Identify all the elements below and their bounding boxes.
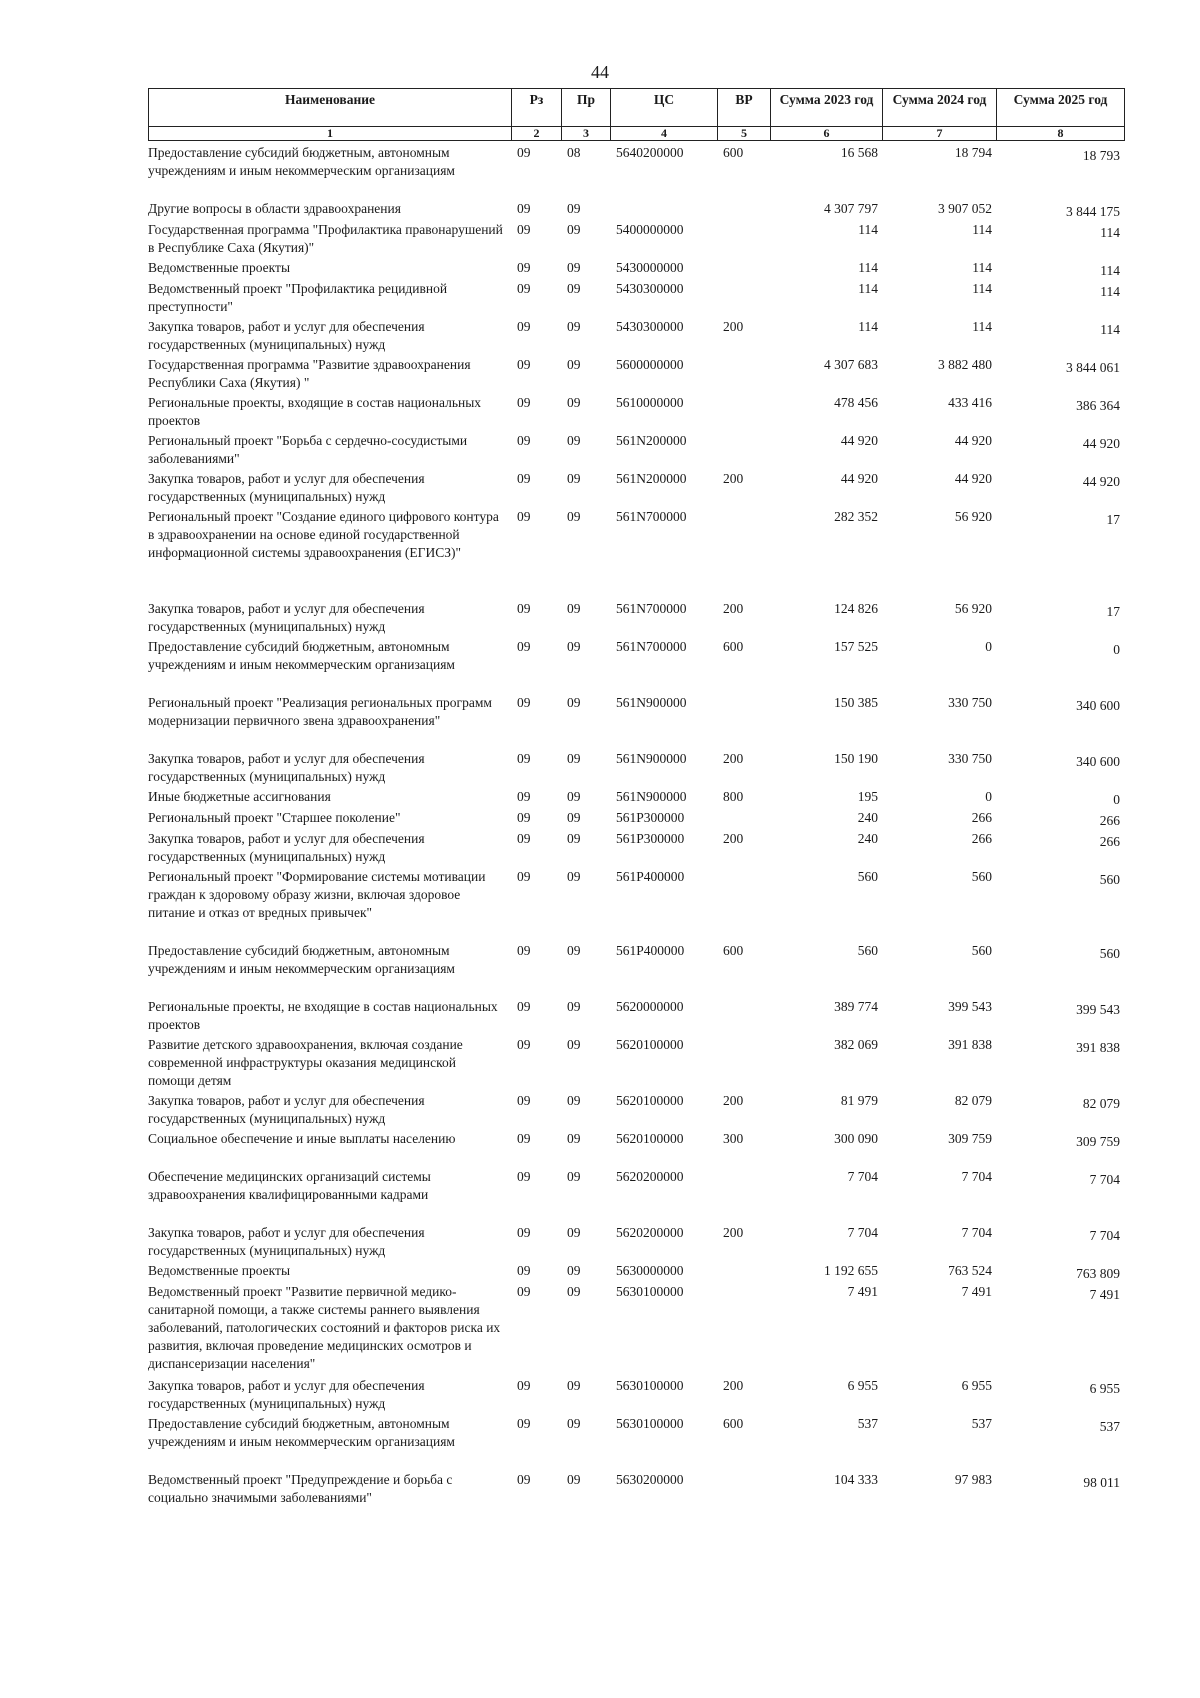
- table-cell-cs: 5610000000: [616, 395, 684, 410]
- table-cell-sum-2025: 7 491: [1089, 1287, 1120, 1302]
- table-cell-vr: [717, 200, 770, 221]
- table-cell-cs: 5640200000: [616, 145, 684, 160]
- table-cell-rz: 09: [517, 433, 531, 448]
- table-cell-sum-2024: 560: [971, 943, 992, 958]
- table-cell-sum-2024: 391 838: [948, 1037, 992, 1052]
- table-row: [148, 508, 1124, 600]
- table-row: [148, 394, 1124, 432]
- table-cell-sum-2025: 7 704: [1089, 1172, 1120, 1187]
- table-cell-sum-2024: 266: [971, 831, 992, 846]
- table-cell-name: Государственная программа "Развитие здравоохранения Республики Саха (Якутия) ": [148, 357, 471, 390]
- table-cell-cs: 561N700000: [616, 509, 687, 524]
- table-cell-rz: 09: [517, 1378, 531, 1393]
- table-cell-sum-2023: 537: [857, 1416, 878, 1431]
- table-cell-sum-2024: 433 416: [948, 395, 992, 410]
- table-cell-rz: 09: [517, 145, 531, 160]
- table-cell-sum-2023: 4 307 797: [824, 201, 878, 216]
- table-cell-sum-2025: 3 844 061: [1066, 360, 1120, 375]
- table-row: [148, 788, 1124, 809]
- table-cell-pr: 09: [567, 1472, 581, 1487]
- table-cell-name: Региональные проекты, не входящие в состав национальных проектов: [148, 999, 498, 1032]
- table-cell-rz: 09: [517, 1037, 531, 1052]
- table-cell-sum-2025: 6 955: [1089, 1381, 1120, 1396]
- table-cell-pr: 09: [567, 789, 581, 804]
- table-row: [148, 1471, 1124, 1511]
- table-cell-pr: 09: [567, 831, 581, 846]
- table-cell-sum-2025: 114: [1100, 225, 1120, 240]
- table-cell-sum-2024: 114: [972, 222, 992, 237]
- table-cell-cs: 5620100000: [616, 1093, 684, 1108]
- table-row: [148, 1168, 1124, 1224]
- table-cell-sum-2023: 150 190: [834, 751, 878, 766]
- table-cell-cs: 5630100000: [616, 1284, 684, 1299]
- table-cell-sum-2023: 195: [857, 789, 878, 804]
- table-cell-cs: 5620200000: [616, 1225, 684, 1240]
- table-cell-pr: 09: [567, 222, 581, 237]
- table-row: [148, 144, 1124, 200]
- table-header: [148, 88, 1125, 141]
- table-cell-rz: 09: [517, 943, 531, 958]
- table-row: [148, 259, 1124, 280]
- table-row: [148, 1036, 1124, 1092]
- table-cell-cs: 561P400000: [616, 943, 685, 958]
- table-cell-rz: 09: [517, 395, 531, 410]
- table-cell-sum-2024: 763 524: [948, 1263, 992, 1278]
- table-cell-vr: 200: [723, 751, 744, 766]
- table-cell-vr: 200: [723, 1378, 744, 1393]
- page-number: 44: [591, 62, 609, 82]
- table-row: [148, 1283, 1124, 1377]
- table-cell-sum-2025: 763 809: [1076, 1266, 1120, 1281]
- table-row: [148, 830, 1124, 868]
- table-cell-sum-2024: 114: [972, 260, 992, 275]
- table-cell-name: Предоставление субсидий бюджетным, автономным учреждениям и иным некоммерческим организациям: [148, 145, 455, 178]
- table-cell-pr: 09: [567, 1378, 581, 1393]
- table-cell-cs: 561N200000: [616, 433, 687, 448]
- table-cell-rz: 09: [517, 601, 531, 616]
- table-cell-sum-2025: 82 079: [1082, 1096, 1120, 1111]
- table-cell-name: Ведомственный проект "Предупреждение и борьба с социально значимыми заболеваниями": [148, 1472, 453, 1505]
- table-row: [148, 432, 1124, 470]
- table-cell-pr: 09: [567, 433, 581, 448]
- table-cell-cs: 561P400000: [616, 869, 685, 884]
- table-cell-sum-2023: 382 069: [834, 1037, 878, 1052]
- table-cell-sum-2023: 300 090: [834, 1131, 878, 1146]
- table-cell-pr: 09: [567, 1037, 581, 1052]
- table-cell-sum-2025: 3 844 175: [1066, 204, 1120, 219]
- table-cell-pr: 09: [567, 395, 581, 410]
- table-row: [148, 750, 1124, 788]
- column-number: 2: [512, 127, 562, 141]
- table-cell-name: Закупка товаров, работ и услуг для обеспечения государственных (муниципальных) нужд: [148, 471, 425, 504]
- table-cell-pr: 09: [567, 601, 581, 616]
- table-cell-cs: 561P300000: [616, 810, 685, 825]
- table-cell-vr: 200: [723, 1225, 744, 1240]
- table-cell-pr: 09: [567, 869, 581, 884]
- table-cell-sum-2024: 3 907 052: [938, 201, 992, 216]
- table-row: [148, 942, 1124, 998]
- column-header-pr: Пр: [562, 89, 611, 127]
- table-cell-cs: 561N900000: [616, 789, 687, 804]
- column-header-sum-2024: Сумма 2024 год: [883, 89, 997, 127]
- table-cell-sum-2023: 16 568: [840, 145, 878, 160]
- table-cell-pr: 09: [567, 1169, 581, 1184]
- table-cell-pr: 09: [567, 810, 581, 825]
- table-cell-sum-2024: 114: [972, 281, 992, 296]
- table-cell-cs: 561P300000: [616, 831, 685, 846]
- table-cell-sum-2025: 7 704: [1089, 1228, 1120, 1243]
- table-cell-sum-2024: 330 750: [948, 695, 992, 710]
- table-cell-pr: 09: [567, 471, 581, 486]
- column-header-name: Наименование: [149, 89, 512, 127]
- table-row: [148, 1130, 1124, 1168]
- table-cell-vr: 200: [723, 601, 744, 616]
- table-cell-sum-2024: 537: [971, 1416, 992, 1431]
- table-cell-name: Региональный проект "Старшее поколение": [148, 810, 401, 825]
- table-cell-cs: 5630100000: [616, 1416, 684, 1431]
- table-cell-vr: [717, 259, 770, 280]
- column-header-vr: ВР: [718, 89, 771, 127]
- table-cell-pr: 09: [567, 1093, 581, 1108]
- table-cell-vr: [717, 394, 770, 432]
- table-cell-sum-2023: 560: [857, 869, 878, 884]
- table-cell-name: Другие вопросы в области здравоохранения: [148, 201, 401, 216]
- table-cell-rz: 09: [517, 639, 531, 654]
- table-cell-vr: [717, 1471, 770, 1511]
- table-cell-vr: [717, 868, 770, 942]
- table-cell-pr: 09: [567, 943, 581, 958]
- table-cell-pr: 09: [567, 1131, 581, 1146]
- table-cell-name: Региональный проект "Реализация региональных программ модернизации первичного звена здравоохранения": [148, 695, 492, 728]
- table-cell-pr: 09: [567, 1416, 581, 1431]
- table-cell-cs: 5430000000: [616, 260, 684, 275]
- table-row: [148, 1415, 1124, 1471]
- table-cell-pr: 09: [567, 1284, 581, 1299]
- table-cell-cs: 561N700000: [616, 639, 687, 654]
- table-cell-sum-2023: 150 385: [834, 695, 878, 710]
- table-cell-sum-2023: 81 979: [840, 1093, 878, 1108]
- table-row: [148, 998, 1124, 1036]
- table-row: [148, 1377, 1124, 1415]
- table-cell-name: Закупка товаров, работ и услуг для обеспечения государственных (муниципальных) нужд: [148, 831, 425, 864]
- table-cell-sum-2024: 18 794: [954, 145, 992, 160]
- table-cell-sum-2023: 560: [857, 943, 878, 958]
- table-cell-sum-2023: 157 525: [834, 639, 878, 654]
- table-cell-pr: 08: [567, 145, 581, 160]
- table-cell-sum-2025: 309 759: [1076, 1134, 1120, 1149]
- table-cell-vr: 200: [723, 471, 744, 486]
- table-cell-sum-2025: 0: [1113, 642, 1120, 657]
- table-row: [148, 200, 1124, 221]
- table-cell-sum-2024: 97 983: [954, 1472, 992, 1487]
- table-cell-vr: [717, 356, 770, 394]
- table-cell-name: Социальное обеспечение и иные выплаты населению: [148, 1131, 456, 1146]
- table-cell-vr: 600: [723, 639, 744, 654]
- column-header-cs: ЦС: [611, 89, 718, 127]
- table-row: [148, 809, 1124, 830]
- table-cell-name: Ведомственные проекты: [148, 260, 291, 275]
- table-cell-name: Развитие детского здравоохранения, включая создание современной инфраструктуры оказания медицинской помощи детям: [148, 1037, 463, 1088]
- column-number: 4: [611, 127, 718, 141]
- table-row: [148, 1092, 1124, 1130]
- table-cell-rz: 09: [517, 281, 531, 296]
- table-cell-pr: 09: [567, 751, 581, 766]
- table-row: [148, 1224, 1124, 1262]
- table-cell-cs: 561N700000: [616, 601, 687, 616]
- table-cell-vr: 200: [723, 319, 744, 334]
- column-header-rz: Рз: [512, 89, 562, 127]
- table-cell-cs: 5620000000: [616, 999, 684, 1014]
- table-cell-sum-2024: 0: [985, 639, 992, 654]
- table-cell-sum-2024: 309 759: [948, 1131, 992, 1146]
- table-cell-name: Ведомственные проекты: [148, 1263, 291, 1278]
- table-row: [148, 1262, 1124, 1283]
- table-cell-rz: 09: [517, 695, 531, 710]
- table-cell-name: Региональный проект "Создание единого цифрового контура в здравоохранении на основе единой государственной информационной системы здравоохранения (ЕГИСЗ)": [148, 509, 499, 560]
- table-cell-vr: 600: [723, 1416, 744, 1431]
- table-cell-rz: 09: [517, 222, 531, 237]
- table-cell-rz: 09: [517, 319, 531, 334]
- table-cell-name: Предоставление субсидий бюджетным, автономным учреждениям и иным некоммерческим организациям: [148, 943, 455, 976]
- table-cell-sum-2025: 0: [1113, 792, 1120, 807]
- table-cell-cs: 5620100000: [616, 1131, 684, 1146]
- table-cell-name: Закупка товаров, работ и услуг для обеспечения государственных (муниципальных) нужд: [148, 601, 425, 634]
- table-row: [148, 694, 1124, 750]
- table-cell-vr: 600: [723, 943, 744, 958]
- table-cell-vr: 600: [723, 145, 744, 160]
- table-cell-vr: [717, 432, 770, 470]
- table-cell-name: Ведомственный проект "Профилактика рецидивной преступности": [148, 281, 448, 314]
- table-cell-cs: 561N900000: [616, 695, 687, 710]
- table-cell-sum-2025: 17: [1106, 512, 1120, 527]
- table-cell-sum-2023: 7 704: [847, 1169, 878, 1184]
- table-cell-rz: 09: [517, 831, 531, 846]
- table-cell-pr: 09: [567, 1225, 581, 1240]
- table-cell-rz: 09: [517, 869, 531, 884]
- table-cell-sum-2024: 7 704: [961, 1169, 992, 1184]
- table-cell-name: Обеспечение медицинских организаций системы здравоохранения квалифицированными кадрами: [148, 1169, 431, 1202]
- table-row: [148, 280, 1124, 318]
- table-cell-vr: [717, 1262, 770, 1283]
- table-cell-name: Предоставление субсидий бюджетным, автономным учреждениям и иным некоммерческим организациям: [148, 1416, 455, 1449]
- table-cell-sum-2023: 114: [858, 319, 878, 334]
- table-cell-sum-2024: 56 920: [954, 509, 992, 524]
- table-cell-sum-2024: 114: [972, 319, 992, 334]
- table-cell-cs: 5630100000: [616, 1378, 684, 1393]
- table-cell-vr: 200: [723, 1093, 744, 1108]
- table-cell-pr: 09: [567, 319, 581, 334]
- table-cell-sum-2023: 114: [858, 260, 878, 275]
- table-cell-pr: 09: [567, 1263, 581, 1278]
- table-cell-name: Закупка товаров, работ и услуг для обеспечения государственных (муниципальных) нужд: [148, 319, 425, 352]
- table-cell-cs: 5630200000: [616, 1472, 684, 1487]
- table-cell-sum-2025: 399 543: [1076, 1002, 1120, 1017]
- table-cell-sum-2024: 3 882 480: [938, 357, 992, 372]
- table-row: [148, 600, 1124, 638]
- table-cell-vr: [717, 280, 770, 318]
- table-cell-sum-2025: 560: [1099, 946, 1120, 961]
- table-cell-rz: 09: [517, 471, 531, 486]
- table-cell-sum-2024: 7 491: [961, 1284, 992, 1299]
- table-cell-vr: [717, 809, 770, 830]
- table-cell-sum-2025: 17: [1106, 604, 1120, 619]
- table-cell-name: Закупка товаров, работ и услуг для обеспечения государственных (муниципальных) нужд: [148, 1225, 425, 1258]
- table-cell-sum-2025: 560: [1099, 872, 1120, 887]
- table-cell-pr: 09: [567, 999, 581, 1014]
- table-cell-sum-2023: 114: [858, 222, 878, 237]
- table-cell-sum-2025: 266: [1099, 834, 1120, 849]
- table-cell-sum-2025: 44 920: [1082, 436, 1120, 451]
- table-row: [148, 356, 1124, 394]
- table-cell-pr: 09: [567, 201, 581, 216]
- table-cell-sum-2023: 6 955: [847, 1378, 878, 1393]
- table-cell-sum-2023: 4 307 683: [824, 357, 878, 372]
- table-cell-sum-2023: 240: [857, 831, 878, 846]
- table-cell-sum-2025: 386 364: [1076, 398, 1120, 413]
- table-cell-rz: 09: [517, 1472, 531, 1487]
- table-cell-rz: 09: [517, 1225, 531, 1240]
- column-number: 7: [883, 127, 997, 141]
- table-cell-sum-2024: 330 750: [948, 751, 992, 766]
- table-cell-pr: 09: [567, 357, 581, 372]
- table-cell-cs: 5630000000: [616, 1263, 684, 1278]
- table-cell-name: Региональный проект "Борьба с сердечно-сосудистыми заболеваниями": [148, 433, 468, 466]
- table-cell-rz: 09: [517, 999, 531, 1014]
- table-cell-sum-2024: 6 955: [961, 1378, 992, 1393]
- table-cell-sum-2025: 114: [1100, 322, 1120, 337]
- column-number: 5: [718, 127, 771, 141]
- table-cell-rz: 09: [517, 789, 531, 804]
- table-cell-vr: [717, 508, 770, 600]
- table-cell-sum-2025: 98 011: [1083, 1475, 1120, 1490]
- table-cell-sum-2025: 114: [1100, 263, 1120, 278]
- table-cell-sum-2023: 478 456: [834, 395, 878, 410]
- table-row: [148, 470, 1124, 508]
- table-cell-sum-2023: 124 826: [834, 601, 878, 616]
- table-cell-sum-2023: 7 704: [847, 1225, 878, 1240]
- table-cell-sum-2023: 44 920: [840, 471, 878, 486]
- table-cell-cs: 5620200000: [616, 1169, 684, 1184]
- table-cell-cs: 5400000000: [616, 222, 684, 237]
- table-cell-sum-2023: 389 774: [834, 999, 878, 1014]
- table-cell-vr: [717, 694, 770, 750]
- column-number: 3: [562, 127, 611, 141]
- column-header-sum-2023: Сумма 2023 год: [771, 89, 883, 127]
- table-cell-rz: 09: [517, 810, 531, 825]
- table-cell-sum-2025: 340 600: [1076, 698, 1120, 713]
- table-cell-vr: [717, 1036, 770, 1092]
- table-cell-sum-2025: 266: [1099, 813, 1120, 828]
- table-cell-pr: 09: [567, 695, 581, 710]
- table-cell-name: Государственная программа "Профилактика правонарушений в Республике Саха (Якутия)": [148, 222, 503, 255]
- table-row: [148, 221, 1124, 259]
- table-cell-name: Региональные проекты, входящие в состав национальных проектов: [148, 395, 482, 428]
- table-cell-rz: 09: [517, 1284, 531, 1299]
- table-cell-sum-2025: 340 600: [1076, 754, 1120, 769]
- table-cell-vr: [717, 998, 770, 1036]
- table-cell-sum-2023: 240: [857, 810, 878, 825]
- table-cell-sum-2023: 1 192 655: [824, 1263, 878, 1278]
- table-cell-pr: 09: [567, 260, 581, 275]
- table-cell-rz: 09: [517, 751, 531, 766]
- table-cell-name: Закупка товаров, работ и услуг для обеспечения государственных (муниципальных) нужд: [148, 1093, 425, 1126]
- table-cell-sum-2024: 82 079: [954, 1093, 992, 1108]
- table-cell-vr: [717, 1168, 770, 1224]
- table-cell-sum-2024: 0: [985, 789, 992, 804]
- table-row: [148, 868, 1124, 942]
- table-cell-sum-2023: 44 920: [840, 433, 878, 448]
- table-cell-rz: 09: [517, 509, 531, 524]
- table-cell-sum-2023: 7 491: [847, 1284, 878, 1299]
- table-cell-sum-2024: 56 920: [954, 601, 992, 616]
- table-cell-rz: 09: [517, 357, 531, 372]
- table-cell-vr: [717, 1283, 770, 1377]
- table-cell-sum-2024: 266: [971, 810, 992, 825]
- table-cell-name: Предоставление субсидий бюджетным, автономным учреждениям и иным некоммерческим организациям: [148, 639, 455, 672]
- table-cell-sum-2024: 44 920: [954, 433, 992, 448]
- table-cell-sum-2024: 7 704: [961, 1225, 992, 1240]
- table-cell-rz: 09: [517, 1263, 531, 1278]
- table-cell-name: Региональный проект "Формирование системы мотивации граждан к здоровому образу жизни, включая здоровое питание и отказ от вредных привычек": [148, 869, 486, 920]
- table-cell-rz: 09: [517, 260, 531, 275]
- table-cell-sum-2024: 399 543: [948, 999, 992, 1014]
- table-cell-sum-2025: 44 920: [1082, 474, 1120, 489]
- table-row: [148, 318, 1124, 356]
- column-number: 6: [771, 127, 883, 141]
- table-cell-vr: 200: [723, 831, 744, 846]
- budget-table: [148, 144, 1124, 1511]
- table-cell-rz: 09: [517, 1131, 531, 1146]
- table-body: [148, 144, 1124, 1511]
- table-cell-vr: 800: [723, 789, 744, 804]
- table-cell-rz: 09: [517, 1416, 531, 1431]
- table-cell-sum-2023: 282 352: [834, 509, 878, 524]
- table-cell-cs: [610, 200, 717, 221]
- table-cell-cs: 5600000000: [616, 357, 684, 372]
- table-cell-rz: 09: [517, 1169, 531, 1184]
- column-number: 1: [149, 127, 512, 141]
- table-cell-sum-2025: 391 838: [1076, 1040, 1120, 1055]
- table-cell-cs: 561N900000: [616, 751, 687, 766]
- table-cell-vr: 300: [723, 1131, 744, 1146]
- table-cell-cs: 5430300000: [616, 281, 684, 296]
- table-cell-rz: 09: [517, 201, 531, 216]
- table-cell-pr: 09: [567, 281, 581, 296]
- table-cell-sum-2023: 104 333: [834, 1472, 878, 1487]
- table-cell-pr: 09: [567, 509, 581, 524]
- table-row: [148, 638, 1124, 694]
- table-cell-name: Закупка товаров, работ и услуг для обеспечения государственных (муниципальных) нужд: [148, 1378, 425, 1411]
- table-cell-sum-2024: 44 920: [954, 471, 992, 486]
- table-cell-cs: 561N200000: [616, 471, 687, 486]
- table-cell-sum-2025: 537: [1099, 1419, 1120, 1434]
- table-cell-cs: 5620100000: [616, 1037, 684, 1052]
- table-cell-name: Ведомственный проект "Развитие первичной медико-санитарной помощи, а также системы раннего выявления заболеваний, патологических состояний и факторов риска их развития, включая проведение медицинских осмотров и диспансеризации населения": [148, 1284, 501, 1371]
- table-cell-sum-2024: 560: [971, 869, 992, 884]
- table-cell-sum-2025: 114: [1100, 284, 1120, 299]
- table-cell-rz: 09: [517, 1093, 531, 1108]
- column-header-sum-2025: Сумма 2025 год: [997, 89, 1125, 127]
- table-cell-sum-2023: 114: [858, 281, 878, 296]
- table-cell-pr: 09: [567, 639, 581, 654]
- table-cell-cs: 5430300000: [616, 319, 684, 334]
- table-cell-name: Иные бюджетные ассигнования: [148, 789, 331, 804]
- table-cell-name: Закупка товаров, работ и услуг для обеспечения государственных (муниципальных) нужд: [148, 751, 425, 784]
- table-cell-vr: [717, 221, 770, 259]
- table-cell-sum-2025: 18 793: [1082, 148, 1120, 163]
- column-number: 8: [997, 127, 1125, 141]
